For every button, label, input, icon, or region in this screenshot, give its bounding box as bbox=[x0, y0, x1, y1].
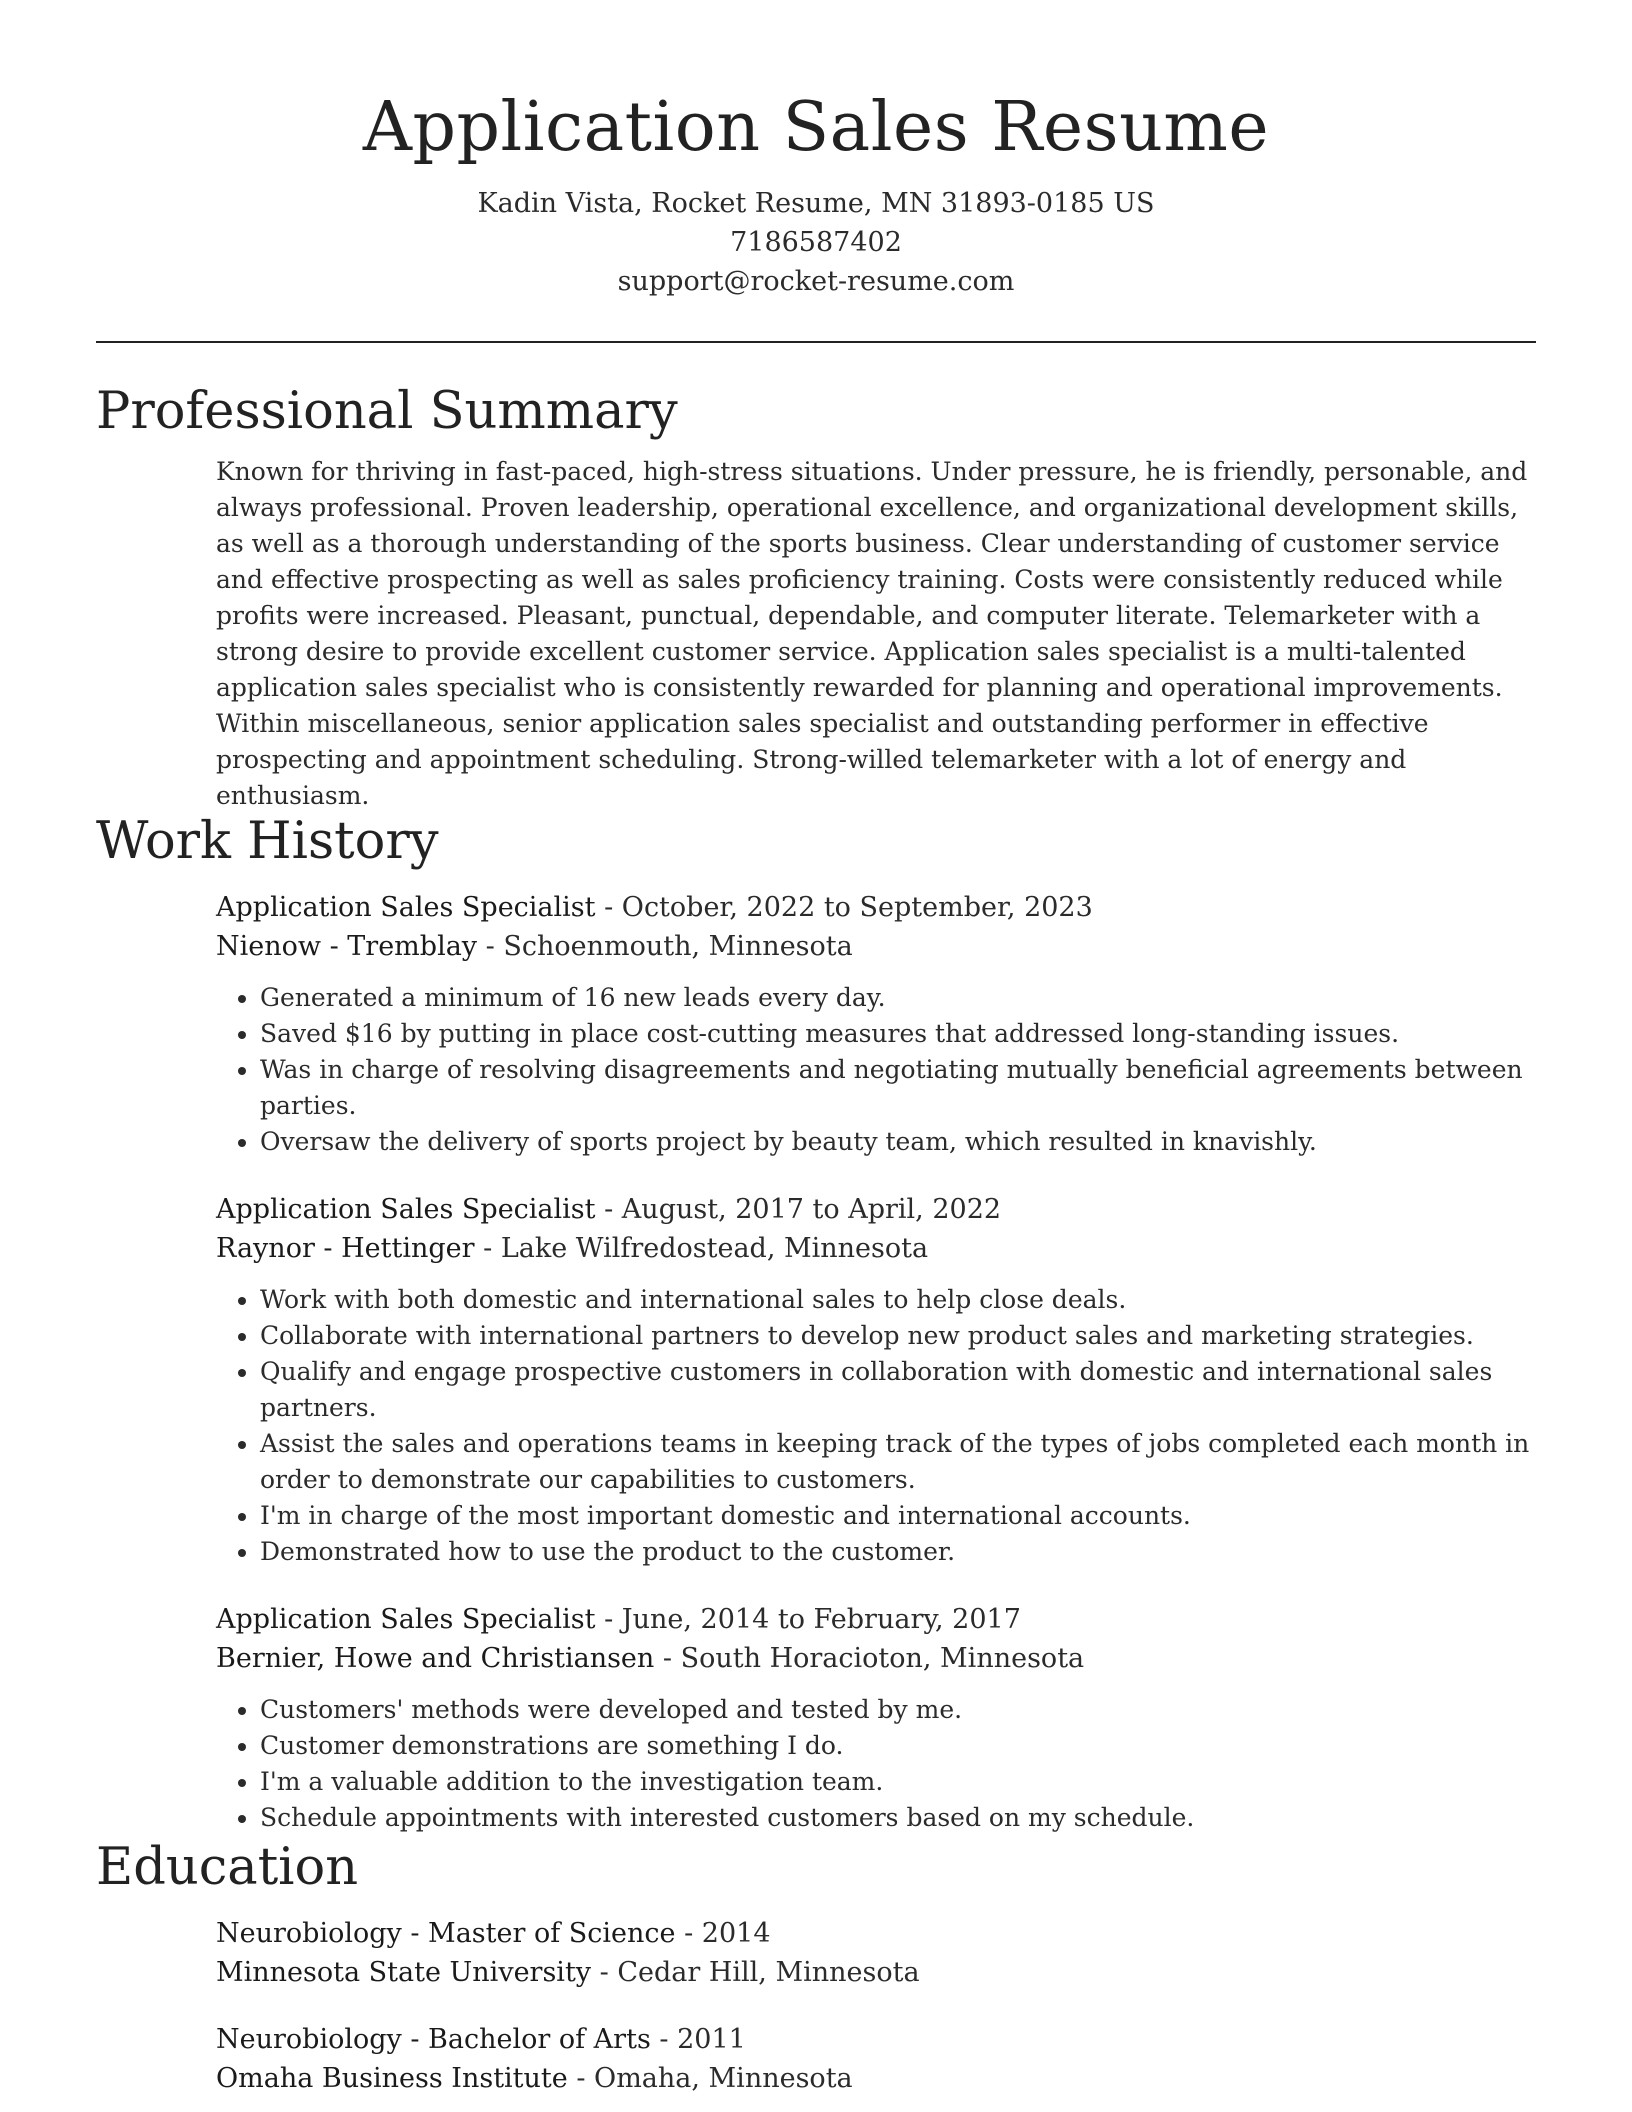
job-title-line bbox=[216, 1600, 1536, 1639]
education-section bbox=[96, 1836, 1536, 2098]
job-bullet: • Demonstrated how to use the product to the customer. bbox=[260, 1534, 1536, 1570]
job-title: Application Sales Specialist bbox=[216, 1194, 596, 1225]
school-line bbox=[216, 2059, 1536, 2098]
job-bullet: • Work with both domestic and international sales to help close deals. bbox=[260, 1282, 1536, 1318]
job-location: - Lake Wilfredostead, Minnesota bbox=[474, 1233, 929, 1264]
work-history-section bbox=[96, 810, 1536, 1836]
degree: Neurobiology - Bachelor of Arts bbox=[216, 2024, 651, 2055]
degree-line bbox=[216, 2020, 1536, 2059]
job-entry bbox=[216, 1190, 1536, 1570]
job-company: Nienow - Tremblay bbox=[216, 931, 478, 962]
degree-year: - 2011 bbox=[650, 2024, 746, 2055]
job-title-line bbox=[216, 888, 1536, 927]
summary-heading: Professional Summary bbox=[96, 382, 678, 441]
job-bullets bbox=[216, 1282, 1536, 1570]
header-divider bbox=[96, 341, 1536, 343]
work-history-body bbox=[216, 888, 1536, 1836]
job-bullet: • Assist the sales and operations teams in keeping track of the types of jobs completed each month in order to demonstrate our capabilities to customers. bbox=[260, 1426, 1536, 1498]
resume-title: Application Sales Resume bbox=[362, 88, 1270, 167]
job-bullet: • I'm a valuable addition to the investigation team. bbox=[260, 1764, 1536, 1800]
education-body bbox=[216, 1914, 1536, 2098]
job-bullets bbox=[216, 980, 1536, 1160]
work-history-heading: Work History bbox=[96, 812, 439, 871]
summary-body bbox=[216, 454, 1536, 814]
contact-info bbox=[0, 184, 1632, 301]
job-company: Bernier, Howe and Christiansen bbox=[216, 1643, 655, 1674]
degree-line bbox=[216, 1914, 1536, 1953]
job-title: Application Sales Specialist bbox=[216, 1604, 596, 1635]
job-bullet: • Generated a minimum of 16 new leads every day. bbox=[260, 980, 1536, 1016]
education-entry bbox=[216, 2020, 1536, 2098]
contact-address: Kadin Vista, Rocket Resume, MN 31893-0185 US bbox=[477, 188, 1155, 219]
degree-year: - 2014 bbox=[675, 1918, 771, 1949]
summary-text: Known for thriving in fast-paced, high-stress situations. Under pressure, he is friendly, personable, and always professional. Proven leadership, operational excellence, and organizational development skills, as well as a thorough understanding of the sports business. Clear understanding of customer service and effective prospecting as well as sales proficiency training. Costs were consistently reduced while profits were increased. Pleasant, punctual, dependable, and computer literate. Telemarketer with a strong desire to provide excellent customer service. Application sales specialist is a multi-talented application sales specialist who is consistently rewarded for planning and operational improvements. Within miscellaneous, senior application sales specialist and outstanding performer in effective prospecting and appointment scheduling. Strong-willed telemarketer with a lot of energy and enthusiasm. bbox=[216, 457, 1528, 810]
job-bullets bbox=[216, 1692, 1536, 1836]
education-heading: Education bbox=[96, 1838, 359, 1897]
job-title-line bbox=[216, 1190, 1536, 1229]
job-bullet: • Collaborate with international partners to develop new product sales and marketing strategies. bbox=[260, 1318, 1536, 1354]
contact-phone: 7186587402 bbox=[730, 227, 902, 258]
job-dates: - October, 2022 to September, 2023 bbox=[595, 892, 1093, 923]
job-bullet: • I'm in charge of the most important domestic and international accounts. bbox=[260, 1498, 1536, 1534]
job-company-line bbox=[216, 1639, 1536, 1678]
job-company: Raynor - Hettinger bbox=[216, 1233, 475, 1264]
job-bullet: • Customer demonstrations are something I do. bbox=[260, 1728, 1536, 1764]
job-entry bbox=[216, 1600, 1536, 1836]
job-location: - South Horacioton, Minnesota bbox=[654, 1643, 1085, 1674]
job-entry bbox=[216, 888, 1536, 1160]
job-company-line bbox=[216, 1229, 1536, 1268]
school-line bbox=[216, 1953, 1536, 1992]
job-bullet: • Saved $16 by putting in place cost-cutting measures that addressed long-standing issues. bbox=[260, 1016, 1536, 1052]
job-bullet: • Customers' methods were developed and tested by me. bbox=[260, 1692, 1536, 1728]
job-company-line bbox=[216, 927, 1536, 966]
education-entry bbox=[216, 1914, 1536, 1992]
school-location: - Cedar Hill, Minnesota bbox=[591, 1957, 920, 1988]
school-location: - Omaha, Minnesota bbox=[567, 2063, 853, 2094]
job-bullet: • Was in charge of resolving disagreements and negotiating mutually beneficial agreements between parties. bbox=[260, 1052, 1536, 1124]
summary-section bbox=[96, 380, 1536, 814]
job-bullet: • Oversaw the delivery of sports project by beauty team, which resulted in knavishly. bbox=[260, 1124, 1536, 1160]
degree: Neurobiology - Master of Science bbox=[216, 1918, 676, 1949]
job-dates: - August, 2017 to April, 2022 bbox=[595, 1194, 1002, 1225]
job-bullet: • Qualify and engage prospective customers in collaboration with domestic and international sales partners. bbox=[260, 1354, 1536, 1426]
job-dates: - June, 2014 to February, 2017 bbox=[595, 1604, 1021, 1635]
school-name: Minnesota State University bbox=[216, 1957, 592, 1988]
contact-email: support@rocket-resume.com bbox=[617, 266, 1015, 297]
job-bullet: • Schedule appointments with interested customers based on my schedule. bbox=[260, 1800, 1536, 1836]
job-title: Application Sales Specialist bbox=[216, 892, 596, 923]
school-name: Omaha Business Institute bbox=[216, 2063, 568, 2094]
job-location: - Schoenmouth, Minnesota bbox=[477, 931, 853, 962]
resume-header bbox=[0, 0, 1632, 301]
